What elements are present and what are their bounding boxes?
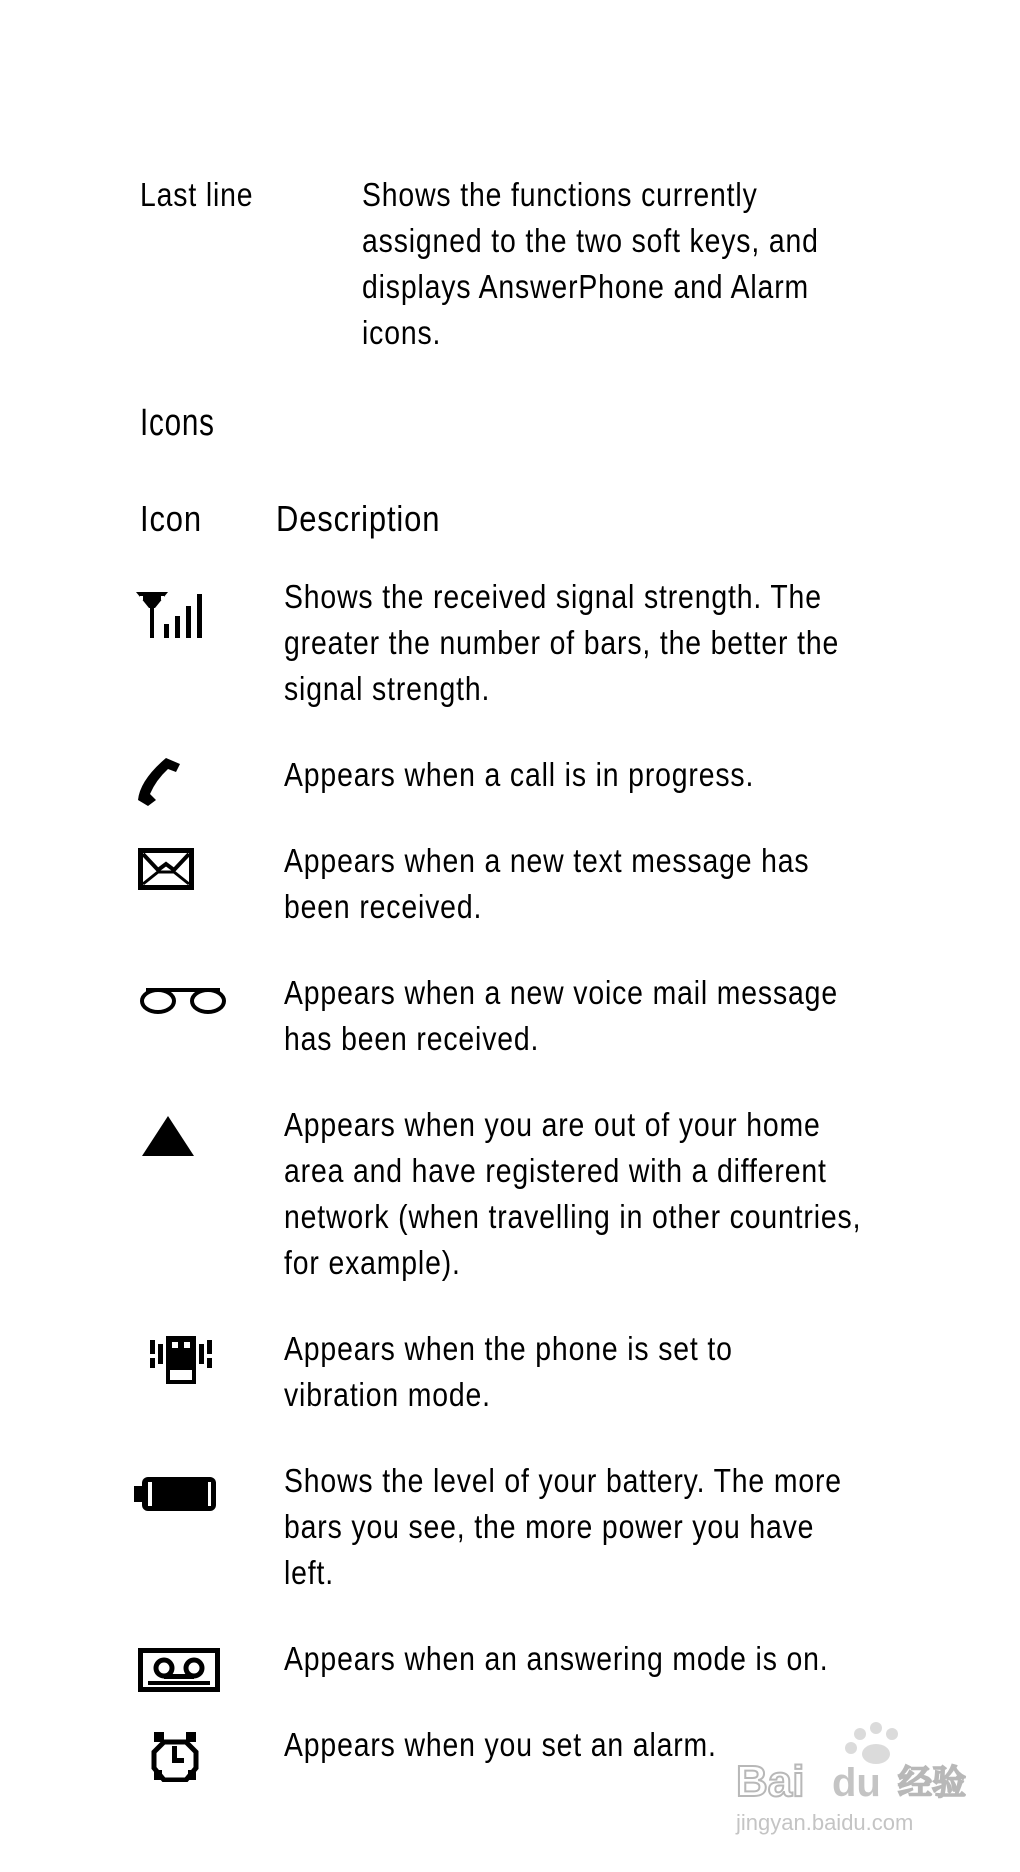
envelope-icon: [138, 848, 194, 890]
description-line: Appears when a call is in progress.: [284, 756, 755, 793]
description-line: greater the number of bars, the better the: [284, 624, 840, 661]
baidu-watermark: [730, 1720, 980, 1840]
phone-handset-icon: [134, 756, 184, 808]
row-description: [284, 1102, 955, 1286]
description-line: for example).: [284, 1244, 461, 1281]
row-description: [284, 752, 831, 798]
description-line: Shows the received signal strength. The: [284, 578, 822, 615]
signal-strength-icon: [134, 590, 206, 640]
voicemail-icon: [138, 986, 230, 1016]
watermark-brand-suffix: du: [832, 1761, 881, 1805]
description-line: left.: [284, 1554, 335, 1591]
alarm-clock-icon: [150, 1730, 200, 1782]
description-line: Appears when the phone is set to: [284, 1330, 733, 1367]
watermark-brand: Bai: [736, 1757, 805, 1806]
description-line: vibration mode.: [284, 1376, 491, 1413]
description-line: Appears when you are out of your home: [284, 1106, 821, 1143]
description-line: Appears when a new text message has: [284, 842, 810, 879]
vibration-icon: [148, 1334, 214, 1384]
description-line: Shows the level of your battery. The more: [284, 1462, 842, 1499]
last-line-description: [362, 172, 922, 356]
last-line-label: Last line: [140, 176, 254, 213]
last-line-text: icons.: [362, 314, 442, 351]
row-description: [284, 1722, 787, 1768]
row-description: [284, 574, 930, 712]
answering-mode-icon: [138, 1648, 220, 1692]
description-line: Appears when you set an alarm.: [284, 1726, 717, 1763]
section-heading: Icons: [140, 402, 215, 444]
battery-icon: [132, 1474, 218, 1514]
description-line: has been received.: [284, 1020, 540, 1057]
last-line-text: assigned to the two soft keys, and: [362, 222, 819, 259]
watermark-url: jingyan.baidu.com: [736, 1810, 914, 1835]
row-description: [284, 1458, 933, 1596]
description-line: bars you see, the more power you have: [284, 1508, 815, 1545]
column-header-icon: Icon: [140, 498, 202, 539]
watermark-cn: 经验: [898, 1763, 966, 1803]
last-line-text: Shows the functions currently: [362, 176, 758, 213]
row-description: [284, 970, 928, 1062]
description-line: been received.: [284, 888, 483, 925]
row-description: [284, 838, 895, 930]
row-description: [284, 1636, 917, 1682]
roaming-triangle-icon: [140, 1114, 196, 1158]
description-line: Appears when an answering mode is on.: [284, 1640, 829, 1677]
row-description: [284, 1326, 806, 1418]
description-line: network (when travelling in other countries,: [284, 1198, 862, 1235]
column-header-description: Description: [276, 498, 441, 539]
description-line: signal strength.: [284, 670, 491, 707]
description-line: area and have registered with a different: [284, 1152, 827, 1189]
description-line: Appears when a new voice mail message: [284, 974, 838, 1011]
last-line-text: displays AnswerPhone and Alarm: [362, 268, 810, 305]
